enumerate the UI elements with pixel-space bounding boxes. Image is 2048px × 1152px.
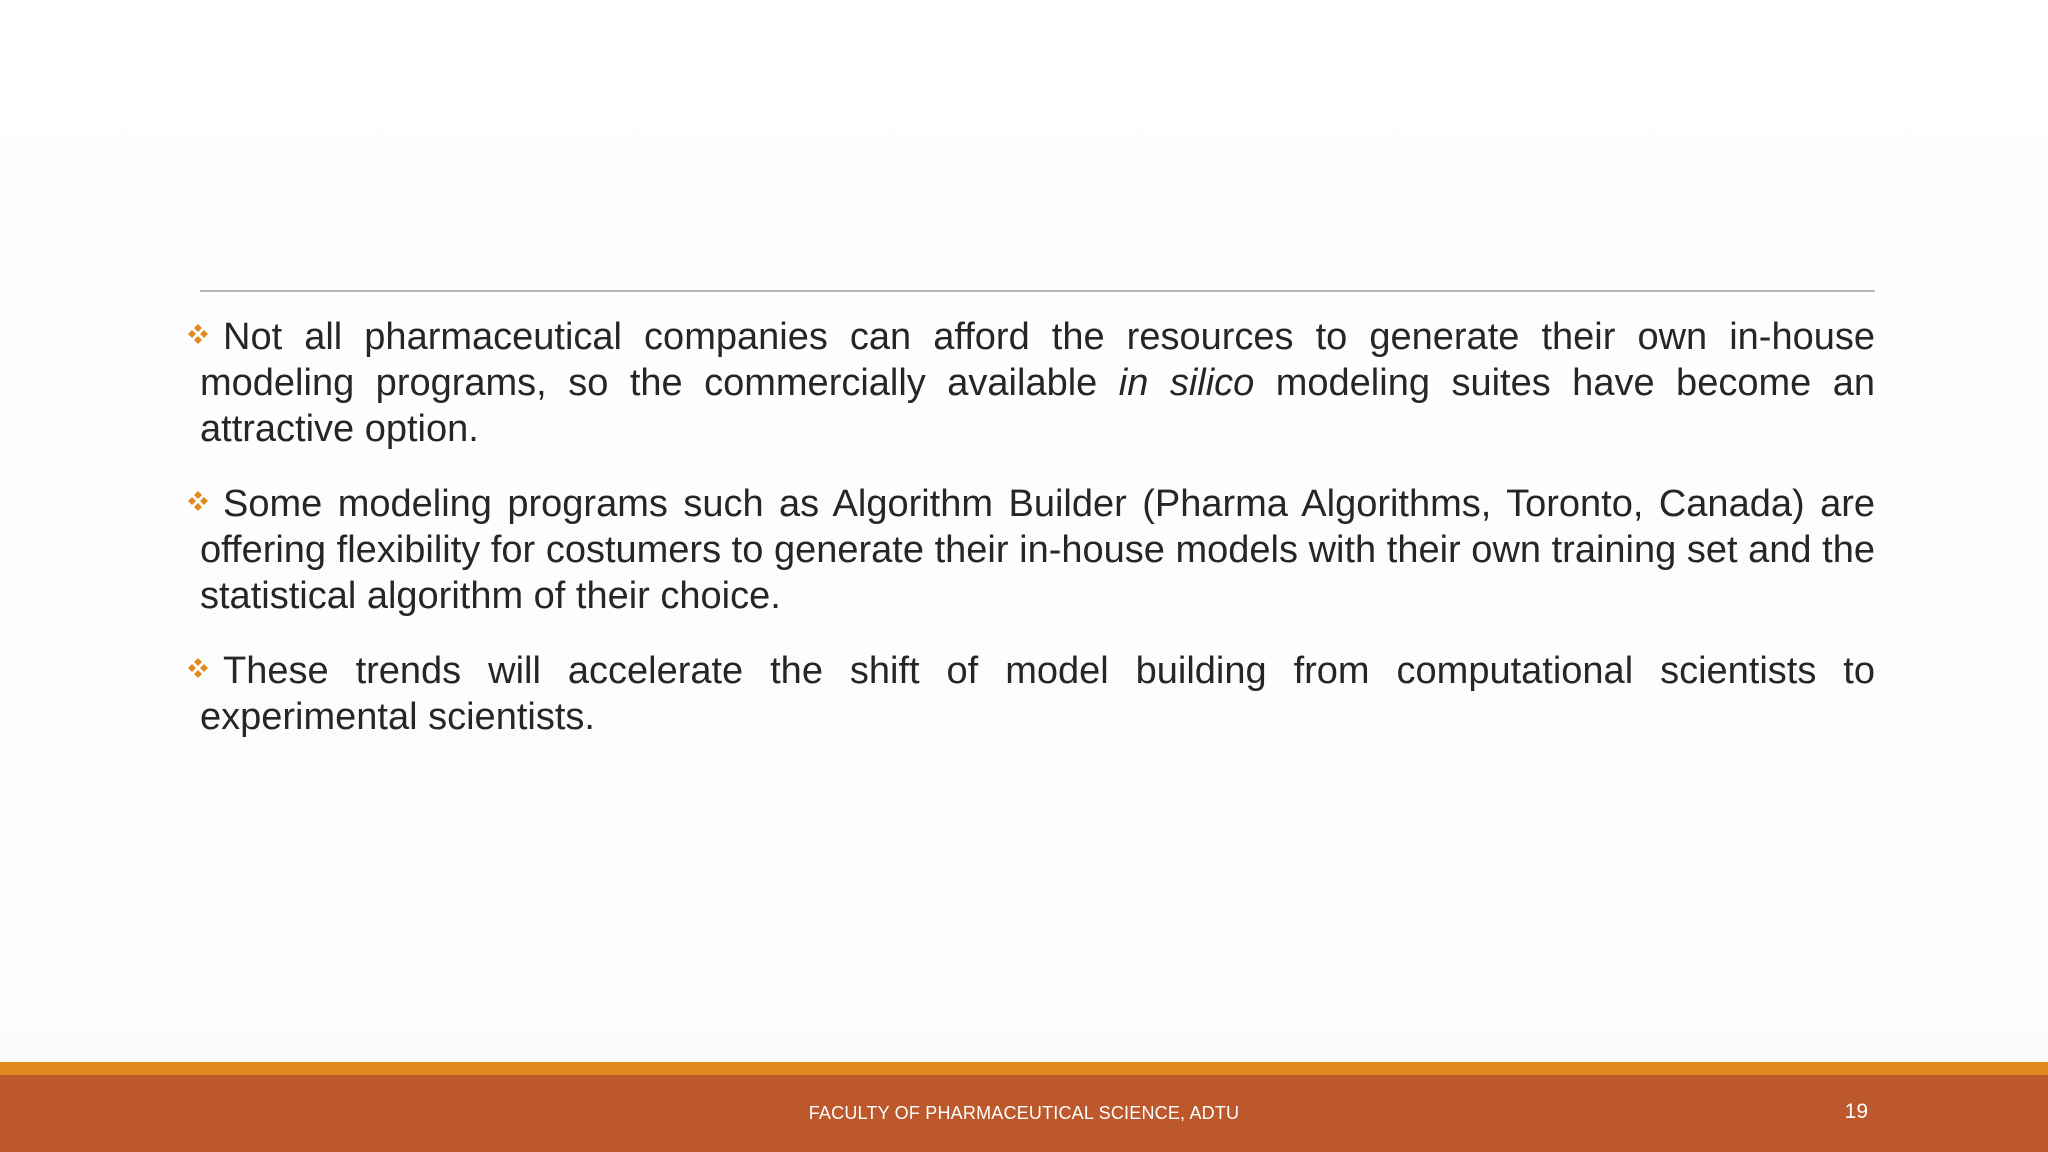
bullet-text-emphasis: in silico xyxy=(1118,362,1255,404)
footer-accent-stripe xyxy=(0,1062,2048,1075)
bullet-text-part: Not all pharmaceutical companies can afford the resources to generate their own in-house modeling programs, so the commercially available xyxy=(200,316,1875,404)
diamond-bullet-icon xyxy=(186,490,220,520)
bullet-text: Some modeling programs such as Algorithm Builder (Pharma Algorithms, Toronto, Canada) are offering flexibility for costumers to generate their in-house models with their own training set and the statistical algorithm of their choice. xyxy=(200,483,1875,617)
footer-label: FACULTY OF PHARMACEUTICAL SCIENCE, ADTU xyxy=(808,1103,1240,1123)
title-divider xyxy=(200,290,1875,292)
diamond-bullet-icon xyxy=(186,323,220,353)
diamond-bullet-icon xyxy=(186,657,220,687)
bullet-text-part: modeling suites have become an attractive option. xyxy=(200,362,1875,450)
bullet-item xyxy=(200,314,1875,452)
bullet-item xyxy=(200,648,1875,740)
bullet-text: These trends will accelerate the shift of model building from computational scientists to experimental scientists. xyxy=(200,650,1875,738)
bullet-list xyxy=(200,314,1875,769)
footer-bar xyxy=(0,1075,2048,1152)
page-number: 19 xyxy=(1844,1100,1868,1123)
bullet-item xyxy=(200,481,1875,619)
